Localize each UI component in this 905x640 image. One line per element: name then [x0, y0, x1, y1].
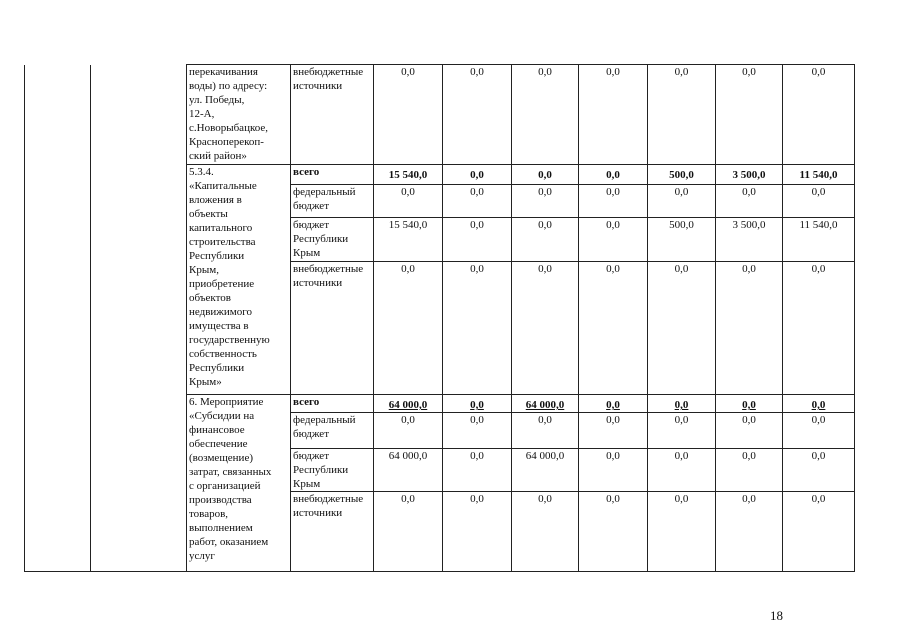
value-cell: 0,0	[579, 492, 648, 572]
value-cell: 64 000,0	[512, 449, 579, 492]
value-cell: 0,0	[443, 449, 512, 492]
page-number: 18	[770, 608, 783, 623]
value-cell: 0,0	[716, 449, 783, 492]
value-cell: 64 000,0	[374, 395, 443, 413]
value-cell: 500,0	[648, 165, 716, 185]
value-cell: 0,0	[443, 395, 512, 413]
value-cell: 0,0	[512, 413, 579, 449]
value-cell: 0,0	[512, 262, 579, 395]
value-cell: 0,0	[443, 413, 512, 449]
value-cell: 0,0	[783, 413, 855, 449]
value-cell: 0,0	[783, 449, 855, 492]
row-description: 6. Мероприятие «Субсидии на финансовое обеспечение (возмещение) затрат, связанных с организацией производства товаров, выполнением работ, оказанием услуг	[187, 395, 291, 572]
value-cell: 15 540,0	[374, 218, 443, 262]
row-description: 5.3.4. «Капитальные вложения в объекты капитального строительства Республики Крым, приобретение объектов недвижимого имущества в государственную собственность Республики Крым»	[187, 165, 291, 395]
value-cell: 11 540,0	[783, 165, 855, 185]
value-cell: 0,0	[716, 65, 783, 165]
value-cell: 0,0	[648, 492, 716, 572]
value-cell: 0,0	[443, 262, 512, 395]
row-description: перекачивания воды) по адресу: ул. Победы, 12-А, с.Новорыбацкое, Красноперекоп- ский район»	[187, 65, 291, 165]
funding-source: всего	[291, 395, 374, 413]
value-cell: 0,0	[443, 65, 512, 165]
budget-table	[24, 64, 855, 572]
value-cell: 0,0	[374, 65, 443, 165]
value-cell: 0,0	[374, 413, 443, 449]
value-cell: 0,0	[648, 413, 716, 449]
value-cell: 0,0	[512, 185, 579, 218]
value-cell: 64 000,0	[512, 395, 579, 413]
funding-source: бюджет Республики Крым	[291, 449, 374, 492]
value-cell: 0,0	[443, 165, 512, 185]
value-cell: 0,0	[783, 492, 855, 572]
value-cell: 0,0	[579, 218, 648, 262]
value-cell: 0,0	[648, 65, 716, 165]
value-cell: 0,0	[716, 185, 783, 218]
value-cell: 0,0	[783, 395, 855, 413]
value-cell: 0,0	[443, 218, 512, 262]
blank-column-1	[25, 65, 91, 572]
funding-source: внебюджетные источники	[291, 492, 374, 572]
value-cell: 0,0	[579, 65, 648, 165]
value-cell: 0,0	[443, 185, 512, 218]
value-cell: 0,0	[512, 165, 579, 185]
value-cell: 0,0	[443, 492, 512, 572]
value-cell: 0,0	[374, 492, 443, 572]
funding-source: бюджет Республики Крым	[291, 218, 374, 262]
value-cell: 0,0	[648, 185, 716, 218]
funding-source: федеральный бюджет	[291, 413, 374, 449]
value-cell: 0,0	[716, 413, 783, 449]
value-cell: 500,0	[648, 218, 716, 262]
value-cell: 0,0	[579, 165, 648, 185]
value-cell: 0,0	[579, 185, 648, 218]
value-cell: 0,0	[374, 185, 443, 218]
blank-column-2	[91, 65, 187, 572]
funding-source: федеральный бюджет	[291, 185, 374, 218]
value-cell: 0,0	[374, 262, 443, 395]
value-cell: 0,0	[716, 262, 783, 395]
value-cell: 0,0	[512, 218, 579, 262]
value-cell: 0,0	[783, 185, 855, 218]
table-row	[25, 65, 855, 165]
value-cell: 0,0	[783, 262, 855, 395]
value-cell: 15 540,0	[374, 165, 443, 185]
value-cell: 0,0	[512, 65, 579, 165]
value-cell: 0,0	[512, 492, 579, 572]
value-cell: 0,0	[648, 395, 716, 413]
value-cell: 0,0	[716, 492, 783, 572]
value-cell: 0,0	[579, 413, 648, 449]
funding-source: внебюджетные источники	[291, 65, 374, 165]
funding-source: всего	[291, 165, 374, 185]
value-cell: 0,0	[579, 395, 648, 413]
value-cell: 11 540,0	[783, 218, 855, 262]
value-cell: 0,0	[648, 262, 716, 395]
value-cell: 0,0	[716, 395, 783, 413]
funding-source: внебюджетные источники	[291, 262, 374, 395]
value-cell: 0,0	[579, 262, 648, 395]
value-cell: 3 500,0	[716, 165, 783, 185]
value-cell: 3 500,0	[716, 218, 783, 262]
value-cell: 64 000,0	[374, 449, 443, 492]
value-cell: 0,0	[648, 449, 716, 492]
value-cell: 0,0	[579, 449, 648, 492]
value-cell: 0,0	[783, 65, 855, 165]
